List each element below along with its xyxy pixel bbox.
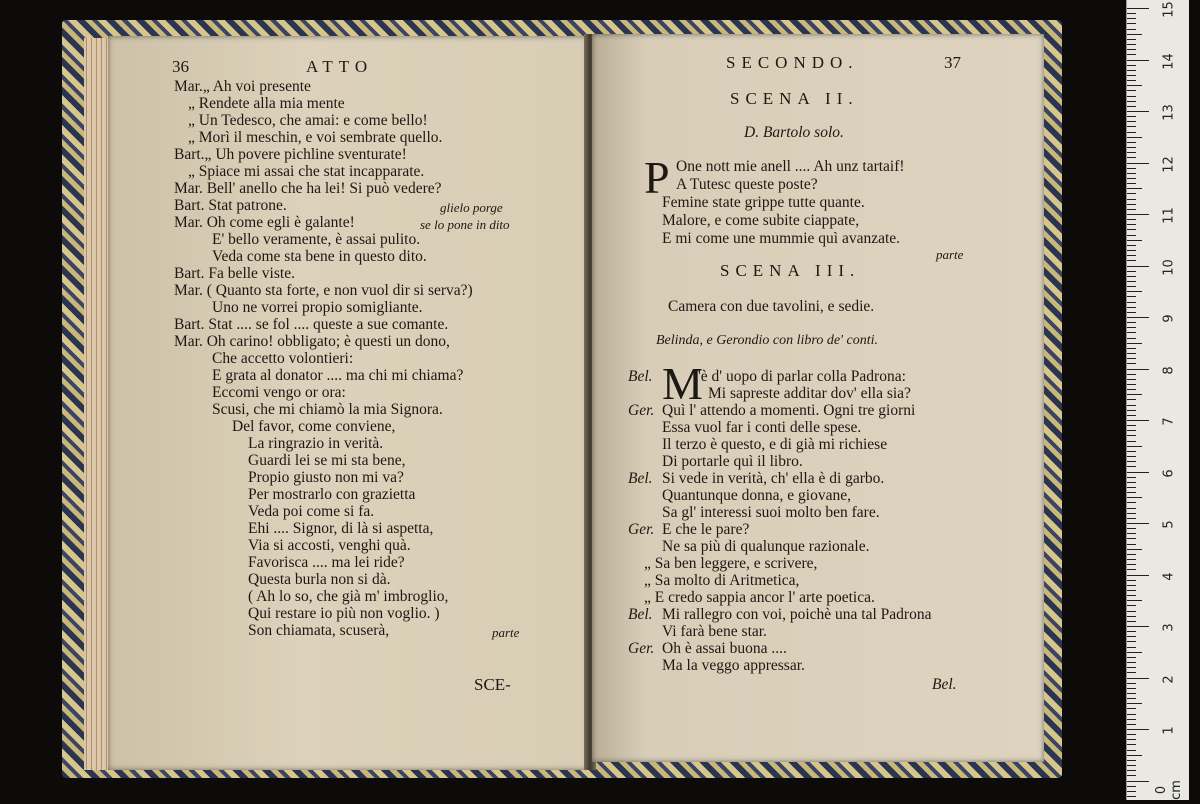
text-line: A Tutesc queste poste? bbox=[676, 176, 818, 193]
ruler-tick bbox=[1127, 569, 1136, 570]
ruler-tick bbox=[1127, 533, 1136, 534]
ruler-tick bbox=[1127, 126, 1136, 127]
text-line: Eccomi vengo or ora: bbox=[212, 384, 346, 401]
text-line: Propio giusto non mi va? bbox=[248, 469, 404, 486]
ruler-tick bbox=[1127, 44, 1136, 45]
ruler-tick bbox=[1127, 111, 1149, 112]
ruler-tick bbox=[1127, 70, 1136, 71]
ruler-tick bbox=[1127, 307, 1136, 308]
ruler-tick bbox=[1127, 575, 1149, 576]
measuring-ruler bbox=[1126, 0, 1189, 800]
text-line: Si vede in verità, ch' ella è di garbo. bbox=[662, 470, 885, 487]
text-line: „ Un Tedesco, che amai: e come bello! bbox=[188, 112, 428, 129]
text-line: Son chiamata, scuserà, bbox=[248, 622, 390, 639]
ruler-tick bbox=[1127, 224, 1136, 225]
ruler-tick bbox=[1127, 590, 1136, 591]
ruler-tick bbox=[1127, 580, 1136, 581]
page-number-right: 37 bbox=[944, 53, 961, 72]
ruler-label: 6 bbox=[1161, 468, 1177, 478]
ruler-label: 11 bbox=[1161, 207, 1177, 224]
ruler-tick bbox=[1127, 739, 1136, 740]
text-line: Quantunque donna, e giovane, bbox=[662, 487, 851, 504]
ruler-tick bbox=[1127, 466, 1136, 467]
stage-note: glielo porge bbox=[440, 200, 503, 215]
text-line: Oh è assai buona .... bbox=[662, 640, 787, 657]
ruler-tick bbox=[1127, 13, 1136, 14]
ruler-tick bbox=[1127, 420, 1149, 421]
ruler-tick bbox=[1127, 734, 1136, 735]
ruler-tick bbox=[1127, 322, 1136, 323]
ruler-tick bbox=[1127, 472, 1149, 473]
running-header-left: ATTO bbox=[306, 57, 374, 76]
ruler-tick bbox=[1127, 332, 1136, 333]
ruler-label: 7 bbox=[1161, 417, 1177, 426]
ruler-tick bbox=[1127, 605, 1136, 606]
ruler-label: 10 bbox=[1161, 258, 1177, 276]
ruler-label: 9 bbox=[1161, 314, 1177, 323]
text-line: Del favor, come conviene, bbox=[232, 418, 396, 435]
ruler-tick bbox=[1127, 240, 1142, 241]
ruler-tick bbox=[1127, 250, 1136, 251]
text-line: Il terzo è questo, e di già mi richiese bbox=[662, 436, 888, 453]
ruler-tick bbox=[1127, 523, 1149, 524]
ruler-tick bbox=[1127, 291, 1142, 292]
ruler-tick bbox=[1127, 724, 1136, 725]
text-line: „ Spiace mi assai che stat incapparate. bbox=[188, 163, 425, 180]
text-line: Essa vuol far i conti delle spese. bbox=[662, 419, 862, 436]
stage-note: se lo pone in dito bbox=[420, 217, 510, 232]
ruler-label: 13 bbox=[1161, 104, 1177, 121]
ruler-tick bbox=[1127, 399, 1136, 400]
ruler-tick bbox=[1127, 286, 1136, 287]
ruler-tick bbox=[1127, 338, 1136, 339]
text-line: Che accetto volontieri: bbox=[212, 350, 354, 367]
ruler-tick bbox=[1127, 518, 1136, 519]
ruler-tick bbox=[1127, 204, 1136, 205]
ruler-tick bbox=[1127, 193, 1136, 194]
ruler-tick bbox=[1127, 719, 1136, 720]
speaker-label: Bel. bbox=[628, 470, 653, 487]
ruler-tick bbox=[1127, 796, 1136, 797]
ruler-tick bbox=[1127, 678, 1149, 679]
ruler-tick bbox=[1127, 631, 1136, 632]
stage-note: parte bbox=[936, 247, 964, 262]
text-line: Di portarle quì il libro. bbox=[662, 453, 803, 470]
text-line: Ma la veggo appressar. bbox=[662, 657, 805, 674]
text-line: Femine state grippe tutte quante. bbox=[662, 194, 865, 211]
ruler-tick bbox=[1127, 729, 1149, 730]
text-line: Mi sapreste additar dov' ella sia? bbox=[708, 385, 911, 402]
speaker-label: Ger. bbox=[628, 640, 655, 657]
ruler-tick bbox=[1127, 667, 1136, 668]
ruler-tick bbox=[1127, 173, 1136, 174]
ruler-tick bbox=[1127, 271, 1136, 272]
ruler-tick bbox=[1127, 446, 1142, 447]
ruler-label: 2 bbox=[1161, 674, 1177, 684]
ruler-tick bbox=[1127, 435, 1136, 436]
text-line: „ E credo sappia ancor l' arte poetica. bbox=[644, 589, 875, 606]
ruler-tick bbox=[1127, 358, 1136, 359]
ruler-tick bbox=[1127, 688, 1136, 689]
ruler-tick bbox=[1127, 482, 1136, 483]
ruler-tick bbox=[1127, 199, 1136, 200]
text-line: „ Sa ben leggere, e scrivere, bbox=[644, 555, 818, 572]
text-line: Mar. Bell' anello che ha lei! Si può vedere? bbox=[174, 180, 442, 197]
ruler-tick bbox=[1127, 487, 1136, 488]
text-line: ( Ah lo so, che già m' imbroglio, bbox=[248, 588, 449, 605]
ruler-tick bbox=[1127, 363, 1136, 364]
text-line: Per mostrarlo con grazietta bbox=[248, 486, 416, 503]
ruler-tick bbox=[1127, 132, 1136, 133]
ruler-tick bbox=[1127, 698, 1136, 699]
ruler-tick bbox=[1127, 379, 1136, 380]
scene-title: SCENA III. bbox=[720, 261, 861, 280]
ruler-label: 14 bbox=[1161, 52, 1177, 70]
ruler-tick bbox=[1127, 430, 1136, 431]
text-line: Quì l' attendo a momenti. Ogni tre giorni bbox=[662, 402, 916, 419]
text-line: „ Sa molto di Aritmetica, bbox=[644, 572, 800, 589]
ruler-tick bbox=[1127, 492, 1136, 493]
ruler-tick bbox=[1127, 502, 1136, 503]
ruler-tick bbox=[1127, 343, 1142, 344]
speaker-label: Ger. bbox=[628, 402, 655, 419]
ruler-tick bbox=[1127, 137, 1142, 138]
ruler-tick bbox=[1127, 415, 1136, 416]
scene-character: D. Bartolo solo. bbox=[744, 124, 844, 141]
ruler-tick bbox=[1127, 219, 1136, 220]
text-line: Mar. ( Quanto sta forte, e non vuol dir si serva?) bbox=[174, 282, 473, 299]
ruler-tick bbox=[1127, 384, 1136, 385]
ruler-tick bbox=[1127, 755, 1142, 756]
ruler-tick bbox=[1127, 662, 1136, 663]
text-line: Bart.„ Uh povere pichline sventurate! bbox=[174, 146, 407, 163]
text-line: Ne sa più di qualunque razionale. bbox=[662, 538, 870, 555]
text-line: Mar. Oh carino! obbligato; è questi un dono, bbox=[174, 333, 450, 350]
ruler-tick bbox=[1127, 23, 1136, 24]
ruler-tick bbox=[1127, 528, 1136, 529]
text-line: Vi farà bene star. bbox=[662, 623, 767, 640]
text-line: E grata al donator .... ma chi mi chiama? bbox=[212, 367, 464, 384]
ruler-tick bbox=[1127, 18, 1136, 19]
ruler-tick bbox=[1127, 389, 1136, 390]
ruler-tick bbox=[1127, 564, 1136, 565]
ruler-tick bbox=[1127, 410, 1136, 411]
ruler-tick bbox=[1127, 266, 1149, 267]
ruler-tick bbox=[1127, 513, 1136, 514]
ruler-tick bbox=[1127, 781, 1149, 782]
ruler-tick bbox=[1127, 708, 1136, 709]
ruler-label: 3 bbox=[1161, 623, 1177, 632]
ruler-tick bbox=[1127, 101, 1136, 102]
stage-note: parte bbox=[492, 625, 520, 640]
ruler-tick bbox=[1127, 786, 1136, 787]
text-line: Mar.„ Ah voi presente bbox=[174, 78, 311, 95]
text-line: Via si accosti, venghi quà. bbox=[248, 537, 411, 554]
ruler-tick bbox=[1127, 595, 1136, 596]
ruler-tick bbox=[1127, 585, 1136, 586]
ruler-tick bbox=[1127, 353, 1136, 354]
drop-cap: M bbox=[662, 358, 703, 409]
ruler-tick bbox=[1127, 178, 1136, 179]
ruler-tick bbox=[1127, 652, 1142, 653]
text-line: Questa burla non si dà. bbox=[248, 571, 391, 588]
ruler-tick bbox=[1127, 75, 1136, 76]
ruler-tick bbox=[1127, 96, 1136, 97]
ruler-tick bbox=[1127, 214, 1149, 215]
ruler-tick bbox=[1127, 183, 1136, 184]
ruler-tick bbox=[1127, 554, 1136, 555]
ruler-tick bbox=[1127, 683, 1136, 684]
text-line: „ Morì il meschin, e voi sembrate quello. bbox=[188, 129, 443, 146]
ruler-tick bbox=[1127, 302, 1136, 303]
ruler-tick bbox=[1127, 152, 1136, 153]
text-line: Veda come sta bene in questo dito. bbox=[212, 248, 427, 265]
text-line: Malore, e come subite ciappate, bbox=[662, 212, 860, 229]
text-line: Scusi, che mi chiamò la mia Signora. bbox=[212, 401, 443, 418]
ruler-tick bbox=[1127, 260, 1136, 261]
ruler-tick bbox=[1127, 80, 1136, 81]
text-line: Uno ne vorrei propio somigliante. bbox=[212, 299, 423, 316]
ruler-tick bbox=[1127, 770, 1136, 771]
ruler-tick bbox=[1127, 441, 1136, 442]
text-line: Qui restare io più non voglio. ) bbox=[248, 605, 440, 622]
ruler-tick bbox=[1127, 34, 1142, 35]
ruler-tick bbox=[1127, 616, 1136, 617]
ruler-tick bbox=[1127, 49, 1136, 50]
text-line: Mi rallegro con voi, poichè una tal Padrona bbox=[662, 606, 932, 623]
ruler-tick bbox=[1127, 317, 1149, 318]
ruler-tick bbox=[1127, 229, 1136, 230]
ruler-tick bbox=[1127, 760, 1136, 761]
ruler-tick bbox=[1127, 369, 1149, 370]
ruler-tick bbox=[1127, 157, 1136, 158]
ruler-tick bbox=[1127, 703, 1142, 704]
ruler-tick bbox=[1127, 312, 1136, 313]
ruler-tick bbox=[1127, 693, 1136, 694]
ruler-tick bbox=[1127, 497, 1142, 498]
text-line: E' bello veramente, è assai pulito. bbox=[212, 231, 421, 248]
ruler-tick bbox=[1127, 775, 1136, 776]
ruler-tick bbox=[1127, 60, 1149, 61]
ruler-tick bbox=[1127, 549, 1142, 550]
ruler-tick bbox=[1127, 791, 1136, 792]
text-line: E mi come une mummie quì avanzate. bbox=[662, 230, 901, 247]
ruler-tick bbox=[1127, 65, 1136, 66]
ruler-tick bbox=[1127, 276, 1136, 277]
ruler-tick bbox=[1127, 461, 1136, 462]
ruler-tick bbox=[1127, 163, 1149, 164]
catchword: SCE- bbox=[474, 675, 511, 694]
speaker-label: Bel. bbox=[628, 368, 653, 385]
ruler-tick bbox=[1127, 121, 1136, 122]
ruler-tick bbox=[1127, 245, 1136, 246]
ruler-tick bbox=[1127, 348, 1136, 349]
ruler-label: 4 bbox=[1161, 571, 1177, 581]
ruler-tick bbox=[1127, 90, 1136, 91]
ruler-tick bbox=[1127, 188, 1142, 189]
drop-cap: P bbox=[644, 152, 670, 203]
ruler-tick bbox=[1127, 425, 1136, 426]
ruler-tick bbox=[1127, 744, 1136, 745]
right-page bbox=[592, 34, 1044, 762]
speaker-label: Ger. bbox=[628, 521, 655, 538]
ruler-tick bbox=[1127, 168, 1136, 169]
ruler-tick bbox=[1127, 636, 1136, 637]
text-line: Bart. Fa belle viste. bbox=[174, 265, 295, 282]
text-line: One nott mie anell .... Ah unz tartaif! bbox=[676, 158, 905, 175]
ruler-tick bbox=[1127, 600, 1142, 601]
ruler-tick bbox=[1127, 394, 1142, 395]
ruler-label: 12 bbox=[1161, 155, 1177, 173]
text-line: Guardi lei se mi sta bene, bbox=[248, 452, 406, 469]
ruler-tick bbox=[1127, 544, 1136, 545]
ruler-label: 5 bbox=[1161, 520, 1177, 529]
ruler-tick bbox=[1127, 559, 1136, 560]
ruler-tick bbox=[1127, 235, 1136, 236]
ruler-tick bbox=[1127, 765, 1136, 766]
ruler-tick bbox=[1127, 714, 1136, 715]
catchword: Bel. bbox=[932, 676, 957, 693]
ruler-tick bbox=[1127, 327, 1136, 328]
ruler-tick bbox=[1127, 374, 1136, 375]
ruler-tick bbox=[1127, 451, 1136, 452]
page-edges bbox=[84, 38, 110, 770]
text-line: 'è d' uopo di parlar colla Padrona: bbox=[698, 368, 906, 385]
ruler-tick bbox=[1127, 209, 1136, 210]
ruler-tick bbox=[1127, 29, 1136, 30]
text-line: E che le pare? bbox=[662, 521, 750, 538]
left-page bbox=[108, 36, 590, 770]
ruler-tick bbox=[1127, 106, 1136, 107]
scene-title: SCENA II. bbox=[730, 89, 859, 108]
ruler-tick bbox=[1127, 255, 1136, 256]
text-line: Favorisca .... ma lei ride? bbox=[248, 554, 405, 571]
ruler-tick bbox=[1127, 750, 1136, 751]
ruler-tick bbox=[1127, 281, 1136, 282]
ruler-tick bbox=[1127, 296, 1136, 297]
ruler-tick bbox=[1127, 647, 1136, 648]
running-header-right: SECONDO. bbox=[726, 53, 859, 72]
ruler-tick bbox=[1127, 626, 1149, 627]
ruler-tick bbox=[1127, 85, 1142, 86]
text-line: La ringrazio in verità. bbox=[248, 435, 384, 452]
ruler-label: 0 cm bbox=[1154, 779, 1184, 800]
scene-characters: Belinda, e Gerondio con libro de' conti. bbox=[656, 333, 879, 348]
text-line: Ehi .... Signor, di là si aspetta, bbox=[248, 520, 434, 537]
ruler-tick bbox=[1127, 456, 1136, 457]
scene-setting: Camera con due tavolini, e sedie. bbox=[668, 298, 875, 315]
ruler-tick bbox=[1127, 477, 1136, 478]
ruler-tick bbox=[1127, 147, 1136, 148]
ruler-label: 1 bbox=[1161, 726, 1177, 735]
ruler-tick bbox=[1127, 405, 1136, 406]
ruler-tick bbox=[1127, 39, 1136, 40]
text-line: „ Rendete alla mia mente bbox=[188, 95, 345, 112]
text-line: Mar. Oh come egli è galante! bbox=[174, 214, 355, 231]
ruler-tick bbox=[1127, 538, 1136, 539]
ruler-label: 8 bbox=[1161, 365, 1177, 375]
text-line: Bart. Stat patrone. bbox=[174, 197, 287, 214]
text-line: Sa gl' interessi suoi molto ben fare. bbox=[662, 504, 880, 521]
ruler-tick bbox=[1127, 641, 1136, 642]
text-line: Bart. Stat .... se fol .... queste a sue comante. bbox=[174, 316, 449, 333]
speaker-label: Bel. bbox=[628, 606, 653, 623]
ruler-tick bbox=[1127, 116, 1136, 117]
ruler-tick bbox=[1127, 621, 1136, 622]
ruler-tick bbox=[1127, 142, 1136, 143]
text-line: Veda poi come si fa. bbox=[248, 503, 375, 520]
ruler-tick bbox=[1127, 611, 1136, 612]
ruler-tick bbox=[1127, 8, 1149, 9]
ruler-tick bbox=[1127, 657, 1136, 658]
ruler-tick bbox=[1127, 508, 1136, 509]
ruler-tick bbox=[1127, 672, 1136, 673]
page-number-left: 36 bbox=[172, 57, 189, 76]
ruler-label: 15 bbox=[1161, 1, 1177, 18]
ruler-tick bbox=[1127, 54, 1136, 55]
